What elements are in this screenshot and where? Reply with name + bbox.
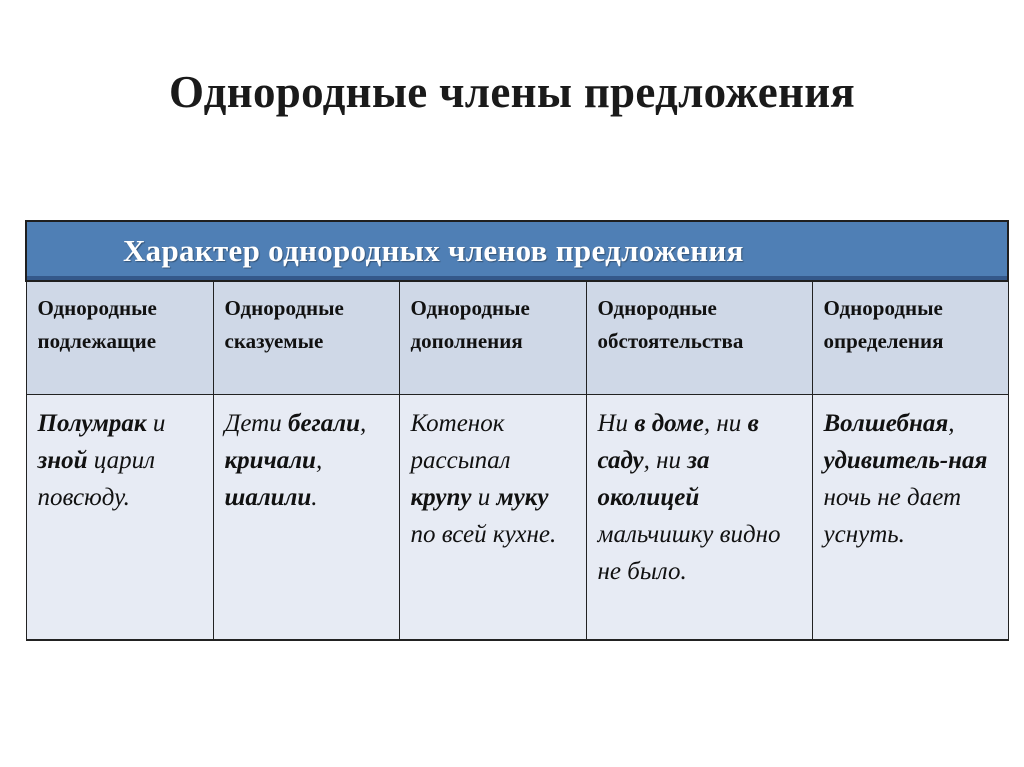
highlighted-word: муку [496, 484, 549, 511]
example-text: Дети [224, 410, 288, 437]
table [25, 220, 1009, 641]
example-text: царил повсюду. [37, 447, 162, 511]
header-attributes: Однородные определения [812, 281, 1008, 395]
example-text: и [471, 484, 497, 511]
example-cell-adverbials [586, 395, 812, 641]
example-text: , [948, 410, 961, 437]
example-cell-subjects [26, 395, 213, 641]
highlighted-word: Полумрак [37, 410, 147, 437]
homogeneous-members-table [25, 220, 1007, 641]
example-text: Ни [597, 410, 635, 437]
slide-title: Однородные члены предложения [168, 67, 856, 117]
highlighted-word: Волшебная [823, 410, 949, 437]
example-text: . [311, 484, 318, 511]
header-objects: Однородные дополнения [399, 281, 586, 395]
header-adverbials: Однородные обстоятельства [586, 281, 812, 395]
example-text: , ни [643, 447, 688, 474]
highlighted-word: в доме [634, 410, 704, 437]
header-subjects: Однородные подлежащие [26, 281, 213, 395]
example-text: , [360, 410, 373, 437]
example-text: мальчишку видно не было. [597, 484, 787, 585]
highlighted-word: зной [37, 447, 88, 474]
example-text: ночь не дает уснуть. [823, 447, 994, 548]
highlighted-word: шалили [224, 484, 312, 511]
example-text: Котенок рассыпал [410, 410, 517, 474]
example-text: , [315, 447, 329, 474]
highlighted-word: бегали [287, 410, 361, 437]
example-row [26, 395, 1008, 641]
highlighted-word: кричали [224, 447, 316, 474]
example-cell-objects [399, 395, 586, 641]
highlighted-word: в саду [597, 410, 765, 474]
example-text: по всей кухне. [410, 484, 557, 548]
example-text: и [146, 410, 172, 437]
header-row [26, 281, 1008, 395]
highlighted-word: удивитель-ная [823, 447, 988, 474]
band-title: Характер однородных членов предложения [26, 221, 1008, 281]
band-row [26, 221, 1008, 281]
highlighted-word: за околицей [597, 447, 716, 511]
header-predicates: Однородные сказуемые [213, 281, 399, 395]
example-cell-attributes [812, 395, 1008, 641]
example-text: , ни [703, 410, 748, 437]
highlighted-word: крупу [410, 484, 472, 511]
example-cell-predicates [213, 395, 399, 641]
